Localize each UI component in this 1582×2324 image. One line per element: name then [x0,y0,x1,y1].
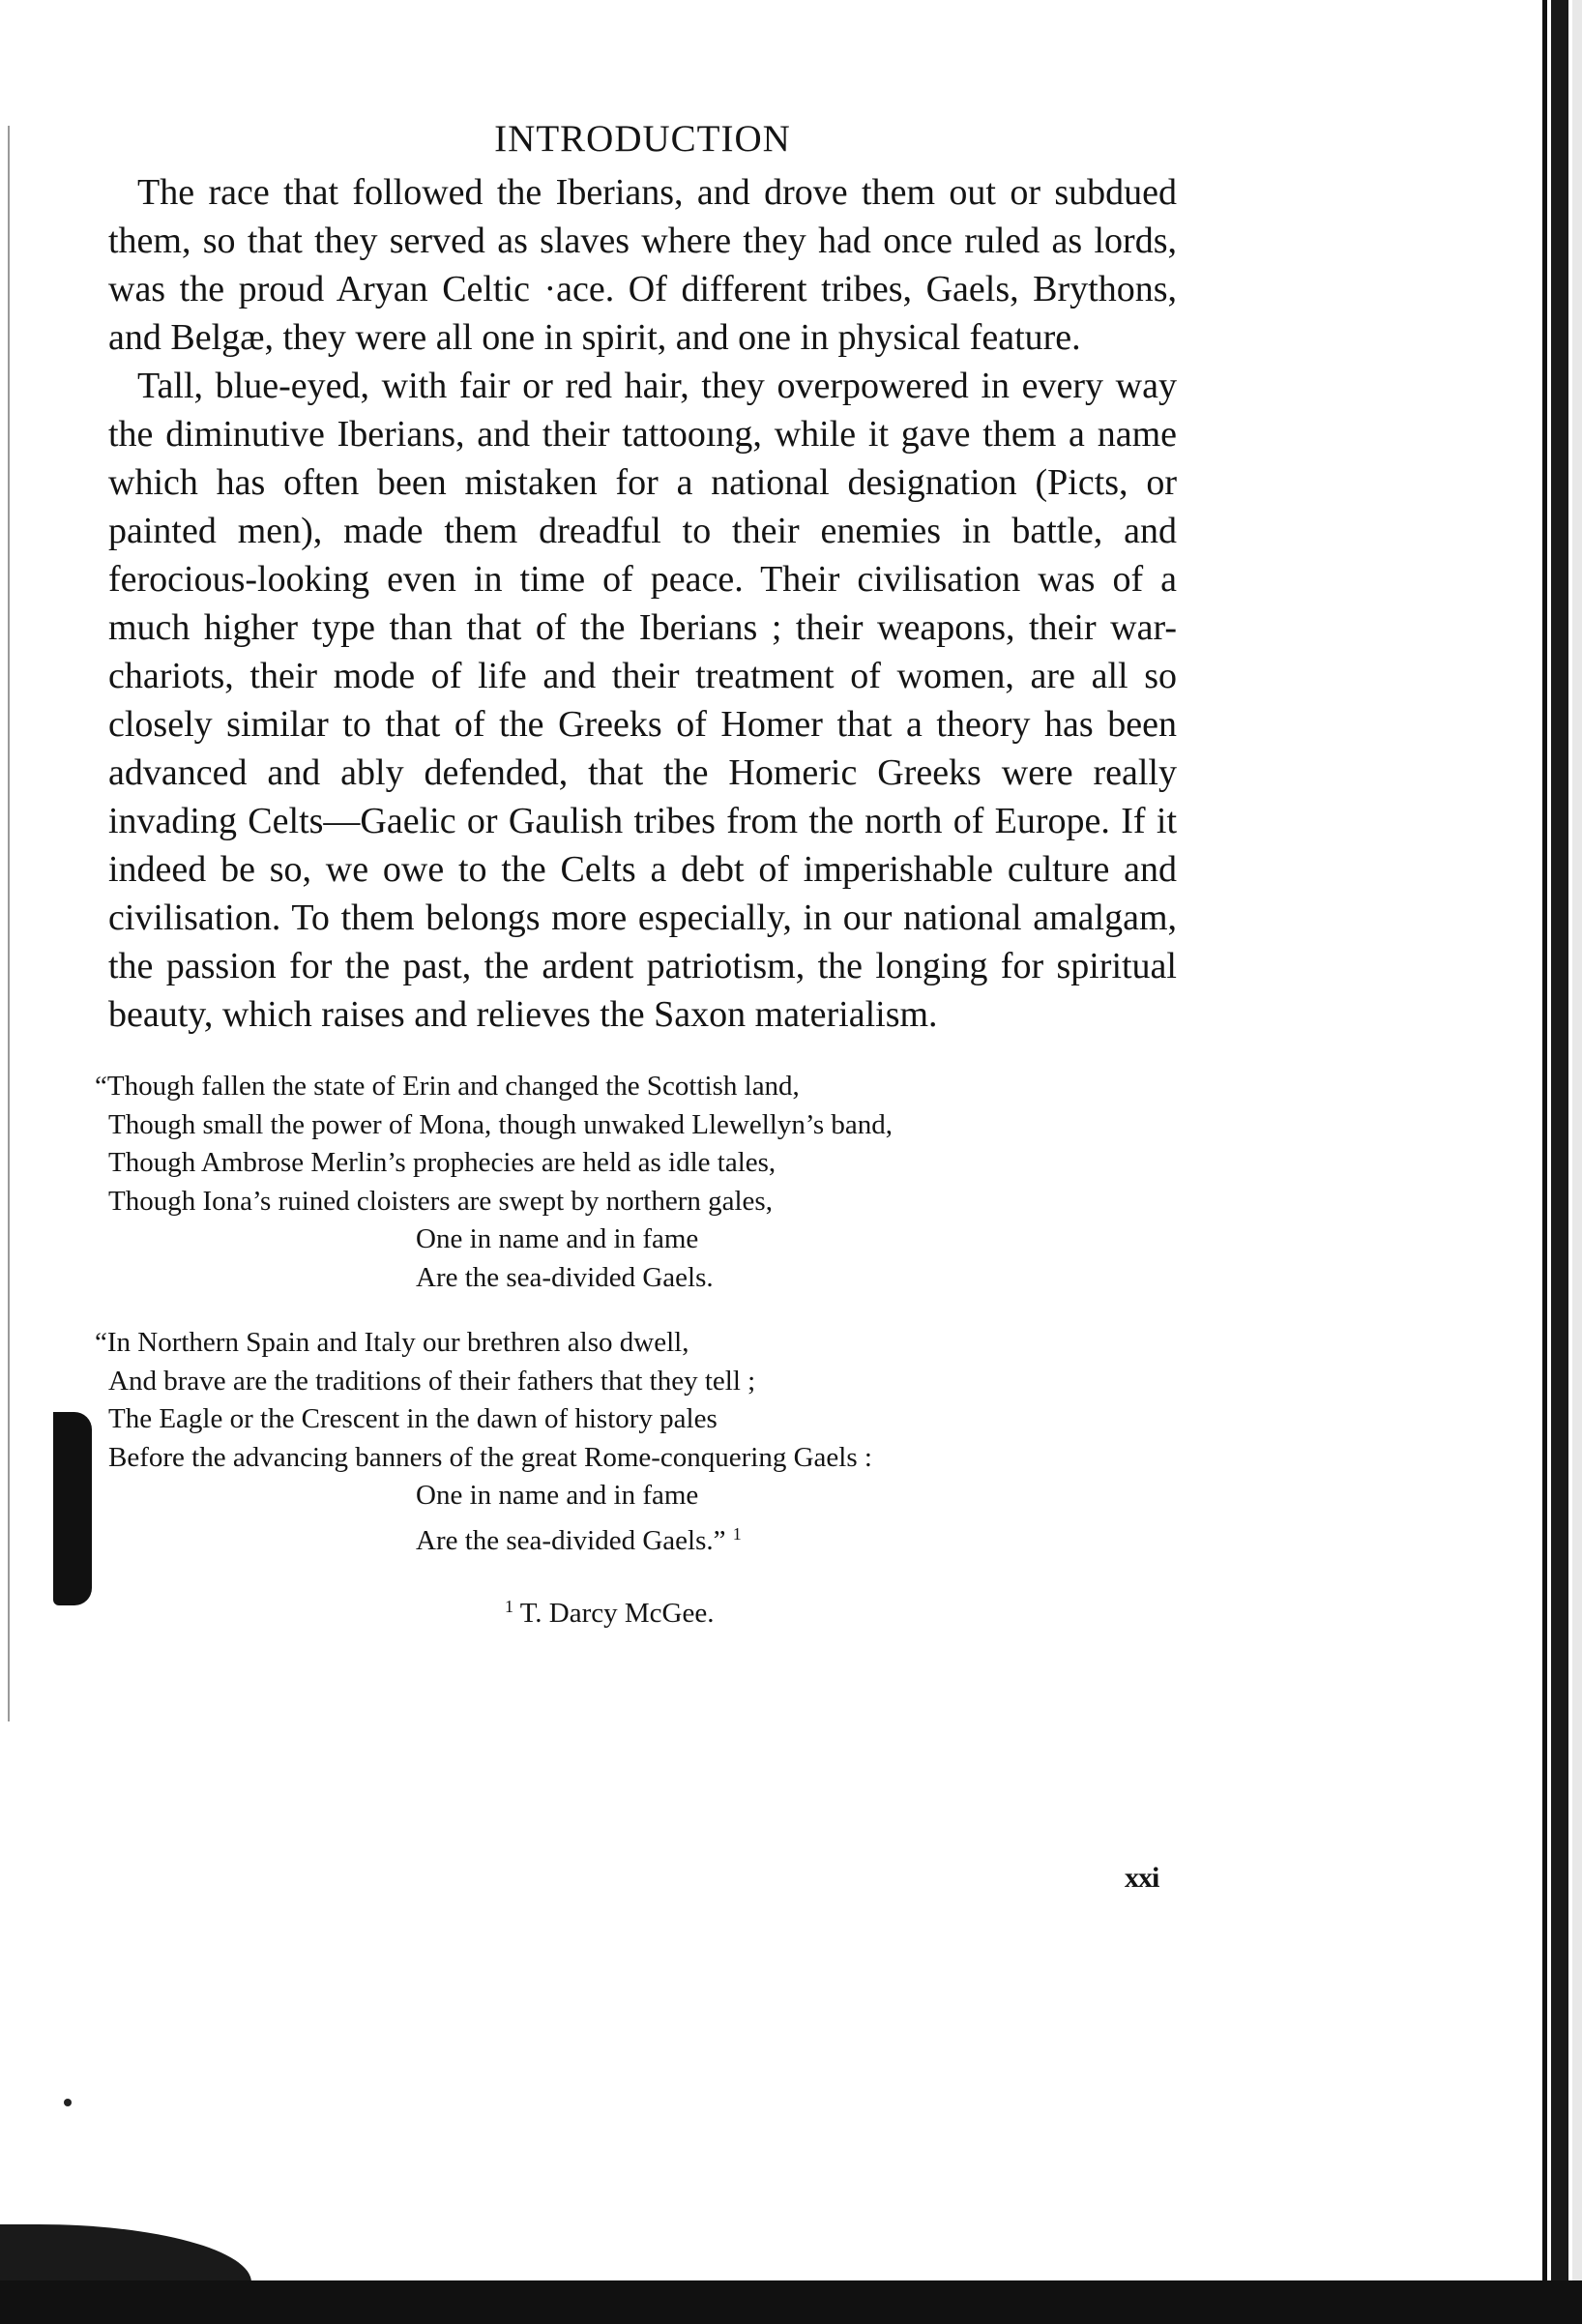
poem-line: “In Northern Spain and Italy our brethren also dwell, [95,1327,689,1358]
poem-line: The Eagle or the Crescent in the dawn of history pales [108,1403,718,1434]
scan-edge-left [8,126,10,1721]
scan-edge-right-band [1551,0,1568,2324]
page-body [95,114,1177,1633]
ink-speck [64,2099,72,2106]
poem-line: “Though fallen the state of Erin and changed the Scottish land, [95,1071,800,1102]
poem-stanza-2 [95,1324,1177,1560]
footnote [505,1587,1177,1633]
page-number: xxi [1125,1862,1159,1894]
poem-refrain-line: One in name and in fame [416,1480,699,1511]
poem [95,1068,1177,1560]
poem-line: Though Iona’s ruined cloisters are swept by northern gales, [108,1185,773,1217]
scan-edge-right-line [1542,0,1547,2324]
poem-line: Though Ambrose Merlin’s prophecies are held as idle tales, [108,1147,776,1178]
poem-refrain-line [416,1515,1177,1561]
poem-refrain-line: One in name and in fame [416,1223,699,1254]
footnote-text: T. Darcy McGee. [519,1598,715,1629]
poem-line: Though small the power of Mona, though unwaked Llewellyn’s band, [108,1108,894,1140]
paragraph-1: The race that followed the Iberians, and drove them out or subdued them, so that they served as slaves where they had once ruled as lords, was the proud Aryan Celtic ·ace. Of different tribes, Gaels, Brythons, and Belgæ, they were all one in spirit, and one in physical feature. [108,172,1177,358]
paragraph-2: Tall, blue-eyed, with fair or red hair, they overpowered in every way the diminutive Iberians, and their tattooıng, while it gave them a name which has often been mistaken for a national designation (Picts, or painted men), made them dreadful to their enemies in battle, and ferocious-looking even in time of peace. Their civilisation was of a much higher type than that of the Iberians ; their weapons, their war-chariots, their mode of life and their treatment of women, are all so closely similar to that of the Greeks of Homer that a theory has been advanced and ably defended, that the Homeric Greeks were really invading Celts—Gaelic or Gaulish tribes from the north of Europe. If it indeed be so, we owe to the Celts a debt of imperishable culture and civilisation. To them belongs more especially, in our national amalgam, the passion for the past, the ardent patriotism, the longing for spiritual beauty, which raises and relieves the Saxon materialism. [108,366,1177,1035]
poem-line: And brave are the traditions of their fathers that they tell ; [108,1365,756,1397]
poem-line: Before the advancing banners of the great Rome-conquering Gaels : [108,1441,872,1473]
poem-stanza-1 [95,1068,1177,1297]
poem-refrain-line: Are the sea-divided Gaels. [416,1261,714,1293]
page-heading: INTRODUCTION [494,118,791,160]
footnote-marker: 1 [505,1597,513,1616]
scan-edge-right-margin [1572,0,1582,2324]
margin-ink-mark [53,1412,92,1605]
footnote-reference: 1 [732,1523,742,1544]
poem-last-line-text: Are the sea-divided Gaels.” [416,1524,726,1556]
scan-edge-bottom [0,2280,1582,2324]
